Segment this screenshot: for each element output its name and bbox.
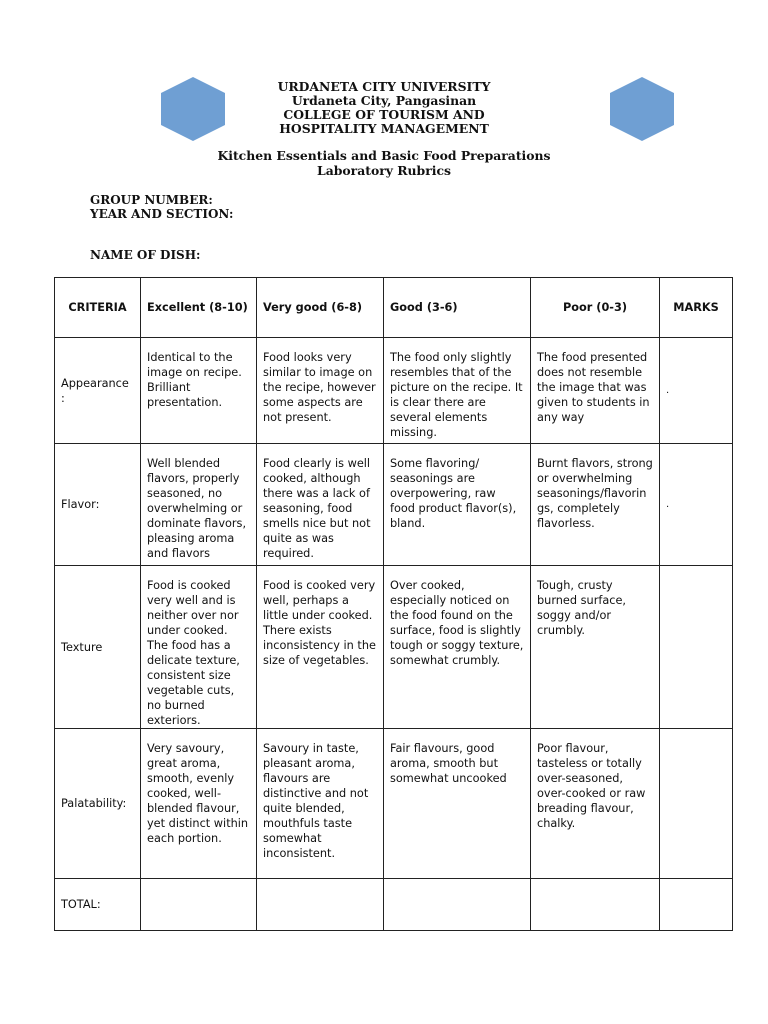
cell-very-good: Food is cooked very well, perhaps a little under cooked. There exists inconsistency in the size of vegetables. <box>257 566 384 729</box>
header-excellent: Excellent (8-10) <box>141 278 257 338</box>
cell-poor: Poor flavour, tasteless or totally over-seasoned, over-cooked or raw breading flavour, chalky. <box>531 729 660 879</box>
group-number-label: GROUP NUMBER: <box>90 193 213 207</box>
header-good: Good (3-6) <box>384 278 531 338</box>
document-subtitle <box>0 149 768 178</box>
header-very-good: Very good (6-8) <box>257 278 384 338</box>
cell-excellent: Food is cooked very well and is neither over nor under cooked. The food has a delicate texture, consistent size vegetable cuts, no burned exteriors. <box>141 566 257 729</box>
cell-good: Some flavoring/ seasonings are overpowering, raw food product flavor(s), bland. <box>384 444 531 566</box>
document-title: Laboratory Rubrics <box>317 162 451 178</box>
table-row <box>55 566 733 729</box>
criterion-palatability: Palatability: <box>55 729 141 879</box>
total-marks-cell[interactable] <box>660 879 733 931</box>
cell-poor: Burnt flavors, strong or overwhelming seasonings/flavorings, completely flavorless. <box>531 444 660 566</box>
header-poor: Poor (0-3) <box>531 278 660 338</box>
total-poor-cell[interactable] <box>531 879 660 931</box>
marks-cell[interactable] <box>660 729 733 879</box>
college-name-line2: HOSPITALITY MANAGEMENT <box>279 121 489 136</box>
cell-poor: The food presented does not resemble the image that was given to students in any way <box>531 338 660 444</box>
total-good-cell[interactable] <box>384 879 531 931</box>
marks-cell[interactable] <box>660 566 733 729</box>
criterion-texture: Texture <box>55 566 141 729</box>
table-row <box>55 338 733 444</box>
total-row <box>55 879 733 931</box>
university-location: Urdaneta City, Pangasinan <box>291 93 477 108</box>
cell-good: Fair flavours, good aroma, smooth but somewhat uncooked <box>384 729 531 879</box>
cell-excellent: Well blended flavors, properly seasoned, no overwhelming or dominate flavors, pleasing aroma and flavors <box>141 444 257 566</box>
table-header-row <box>55 278 733 338</box>
header-marks: MARKS <box>660 278 733 338</box>
course-title: Kitchen Essentials and Basic Food Preparations <box>217 148 551 163</box>
cell-good: Over cooked, especially noticed on the food found on the surface, food is slightly tough or soggy texture, somewhat crumbly. <box>384 566 531 729</box>
table-row <box>55 444 733 566</box>
college-name-line1: COLLEGE OF TOURISM AND <box>283 107 485 122</box>
marks-cell[interactable]: . <box>660 338 733 444</box>
marks-cell[interactable]: . <box>660 444 733 566</box>
total-very-good-cell[interactable] <box>257 879 384 931</box>
criterion-flavor: Flavor: <box>55 444 141 566</box>
dish-name-label: NAME OF DISH: <box>90 248 201 262</box>
table-row <box>55 729 733 879</box>
header-criteria: CRITERIA <box>55 278 141 338</box>
cell-very-good: Savoury in taste, pleasant aroma, flavours are distinctive and not quite blended, mouthfuls taste somewhat inconsistent. <box>257 729 384 879</box>
university-name: URDANETA CITY UNIVERSITY <box>277 79 491 94</box>
rubric-table <box>54 277 733 931</box>
total-excellent-cell[interactable] <box>141 879 257 931</box>
criterion-appearance: Appearance : <box>55 338 141 444</box>
cell-poor: Tough, crusty burned surface, soggy and/or crumbly. <box>531 566 660 729</box>
document-header <box>0 80 768 136</box>
cell-very-good: Food looks very similar to image on the recipe, however some aspects are not present. <box>257 338 384 444</box>
year-section-label: YEAR AND SECTION: <box>90 207 234 221</box>
total-label: TOTAL: <box>55 879 141 931</box>
cell-good: The food only slightly resembles that of the picture on the recipe. It is clear there are several elements missing. <box>384 338 531 444</box>
cell-excellent: Very savoury, great aroma, smooth, evenly cooked, well-blended flavour, yet distinct within each portion. <box>141 729 257 879</box>
cell-very-good: Food clearly is well cooked, although there was a lack of seasoning, food smells nice but not quite as was required. <box>257 444 384 566</box>
cell-excellent: Identical to the image on recipe. Brilliant presentation. <box>141 338 257 444</box>
